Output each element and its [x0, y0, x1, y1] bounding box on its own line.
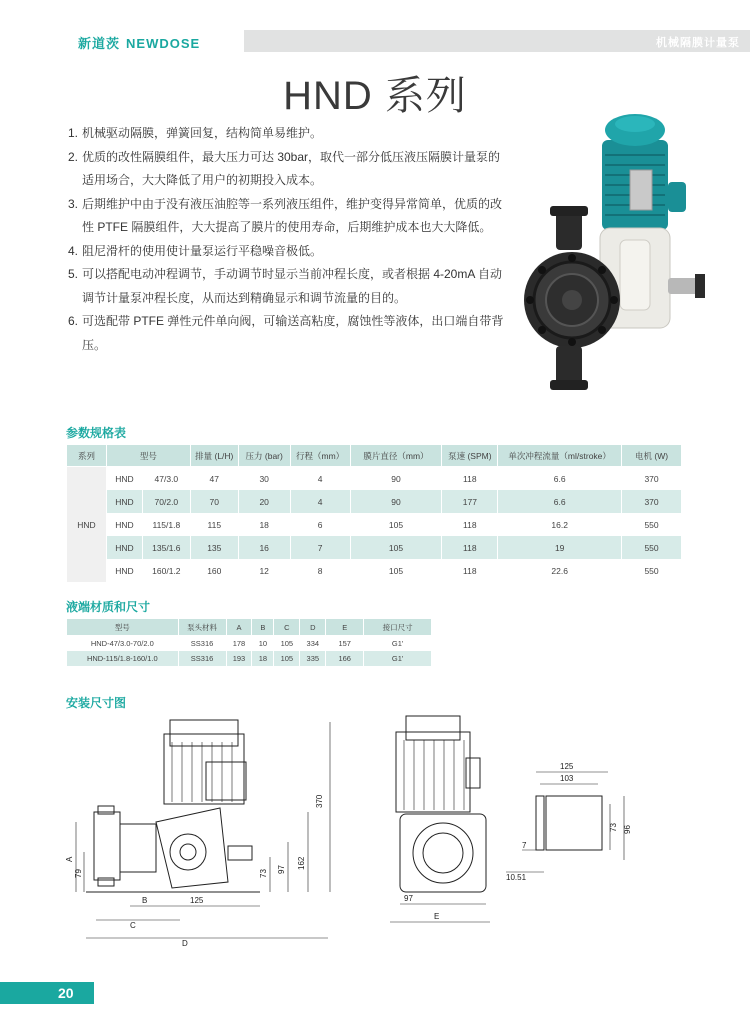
stroke-cell: 8 — [290, 559, 350, 582]
speed-cell: 177 — [442, 490, 498, 513]
gear-circle — [170, 834, 206, 870]
dim-370: 370 — [315, 794, 324, 808]
table-row — [67, 651, 432, 666]
dim-c: C — [130, 921, 136, 930]
stroke-cell: 4 — [290, 467, 350, 491]
feature-text: 优质的改性隔膜组件，最大压力可达 30bar，取代一部分低压液压隔膜计量泵的适用场合，大大降低了用户的初期投入成本。 — [82, 149, 501, 187]
dim-base-1051: 10.51 — [506, 873, 527, 882]
dim-e: E — [434, 912, 440, 921]
dim-b: B — [142, 896, 148, 905]
feature-item — [68, 240, 508, 264]
pump-photo — [510, 110, 720, 400]
dim-header-cell: C — [274, 619, 300, 636]
model-cell: 115/1.8 — [142, 513, 190, 536]
model-cell: 47/3.0 — [142, 467, 190, 491]
page-number-tab — [0, 982, 94, 1004]
d-cell: 335 — [300, 651, 326, 666]
feature-item — [68, 263, 508, 310]
dim-79: 79 — [74, 869, 83, 878]
e-cell: 157 — [326, 636, 364, 652]
dim-header-cell: A — [226, 619, 252, 636]
spec-table — [66, 444, 682, 582]
spec-header-cell: 单次冲程流量（ml/stroke） — [498, 445, 622, 467]
feature-text: 阻尼滑杆的使用使计量泵运行平稳噪音极低。 — [82, 243, 323, 258]
stroke-cell: 7 — [290, 536, 350, 559]
flow-cell: 115 — [190, 513, 238, 536]
speed-cell: 118 — [442, 467, 498, 491]
per-stroke-cell: 22.6 — [498, 559, 622, 582]
spec-header-cell: 行程（mm） — [290, 445, 350, 467]
stroke-cell: 6 — [290, 513, 350, 536]
dim-table — [66, 618, 432, 666]
dim-125: 125 — [190, 896, 204, 905]
feature-number: 6. — [68, 314, 79, 328]
front-head-inner — [423, 833, 463, 873]
e-cell: 166 — [326, 651, 364, 666]
dim-header-cell: E — [326, 619, 364, 636]
inlet-valve — [98, 878, 114, 886]
flow-cell: 160 — [190, 559, 238, 582]
model-prefix-cell: HND — [106, 467, 142, 491]
table-row — [67, 559, 682, 582]
dim-header-cell: 泵头材料 — [178, 619, 226, 636]
port-cell: G1' — [364, 651, 432, 666]
feature-text: 可以搭配电动冲程调节，手动调节时显示当前冲程长度，或者根据 4-20mA 自动调节计量泵冲程长度，从而达到精确显示和调节流量的目的。 — [82, 267, 503, 305]
material-cell: SS316 — [178, 636, 226, 652]
flow-cell: 47 — [190, 467, 238, 491]
base-plate-outline — [546, 796, 602, 850]
model-cell: HND-47/3.0-70/2.0 — [67, 636, 179, 652]
model-cell: 70/2.0 — [142, 490, 190, 513]
motor-cell: 550 — [622, 513, 682, 536]
stroke-cell: 4 — [290, 490, 350, 513]
per-stroke-cell: 16.2 — [498, 513, 622, 536]
a-cell: 178 — [226, 636, 252, 652]
table-row — [67, 536, 682, 559]
front-motor-top — [406, 716, 460, 740]
pump-head-outline — [94, 812, 120, 880]
table-row — [67, 490, 682, 513]
motor-cell: 550 — [622, 536, 682, 559]
feature-list — [68, 122, 508, 357]
front-terminal — [466, 758, 480, 788]
b-cell: 18 — [252, 651, 274, 666]
spec-header-cell: 电机 (W) — [622, 445, 682, 467]
spec-header-cell: 压力 (bar) — [238, 445, 290, 467]
base-plate-side — [536, 796, 544, 850]
motor-cell: 370 — [622, 467, 682, 491]
category-label: 机械隔膜计量泵 — [656, 37, 740, 49]
spec-header-cell: 排量 (L/H) — [190, 445, 238, 467]
dim-base-125: 125 — [560, 762, 574, 771]
dim-base-73: 73 — [609, 823, 618, 832]
stroke-adjuster — [228, 846, 252, 860]
dim-162: 162 — [297, 856, 306, 870]
diaphragm-cell: 105 — [350, 559, 442, 582]
dim-base-103: 103 — [560, 774, 574, 783]
page-title: HND 系列 — [283, 74, 467, 118]
feature-number: 5. — [68, 267, 79, 281]
model-cell: 160/1.2 — [142, 559, 190, 582]
port-cell: G1' — [364, 636, 432, 652]
gearbox-outline — [156, 808, 228, 888]
dim-header-cell: D — [300, 619, 326, 636]
gear-hub — [180, 844, 196, 860]
dim-header-row — [67, 619, 432, 636]
speed-cell: 118 — [442, 536, 498, 559]
feature-number: 4. — [68, 243, 79, 258]
d-cell: 334 — [300, 636, 326, 652]
motor-top-outline — [170, 720, 238, 746]
pressure-cell: 30 — [238, 467, 290, 491]
table-row — [67, 513, 682, 536]
feature-item — [68, 146, 508, 193]
flow-cell: 135 — [190, 536, 238, 559]
per-stroke-cell: 6.6 — [498, 467, 622, 491]
motor-cell: 550 — [622, 559, 682, 582]
install-title: 安装尺寸图 — [66, 696, 127, 710]
feature-number: 3. — [68, 196, 79, 211]
diaphragm-cell: 105 — [350, 536, 442, 559]
a-cell: 193 — [226, 651, 252, 666]
dim-header-cell: B — [252, 619, 274, 636]
pump-flange — [120, 824, 156, 872]
page-number: 20 — [58, 985, 74, 1001]
brand-name-en: NEWDOSE — [126, 36, 201, 51]
model-cell: 135/1.6 — [142, 536, 190, 559]
model-prefix-cell: HND — [106, 559, 142, 582]
dim-front-97: 97 — [404, 894, 413, 903]
table-row — [67, 467, 682, 491]
dim-header-cell: 型号 — [67, 619, 179, 636]
per-stroke-cell: 19 — [498, 536, 622, 559]
spec-header-cell: 膜片直径（mm） — [350, 445, 442, 467]
feature-item — [68, 310, 508, 357]
pressure-cell: 12 — [238, 559, 290, 582]
feature-number: 1. — [68, 126, 79, 140]
per-stroke-cell: 6.6 — [498, 490, 622, 513]
diaphragm-cell: 90 — [350, 467, 442, 491]
spec-table-title: 参数规格表 — [66, 426, 127, 440]
table-row — [67, 636, 432, 652]
dim-a: A — [65, 856, 74, 862]
material-cell: SS316 — [178, 651, 226, 666]
install-drawing — [60, 712, 670, 952]
model-cell: HND-115/1.8-160/1.0 — [67, 651, 179, 666]
feature-number: 2. — [68, 149, 79, 164]
dim-base-96: 96 — [623, 825, 632, 834]
outlet-valve — [98, 806, 114, 814]
model-prefix-cell: HND — [106, 490, 142, 513]
motor-cell: 370 — [622, 490, 682, 513]
diaphragm-cell: 90 — [350, 490, 442, 513]
pressure-cell: 20 — [238, 490, 290, 513]
pressure-cell: 18 — [238, 513, 290, 536]
brand-name-zh: 新道茨 — [78, 36, 121, 51]
feature-text: 机械驱动隔膜，弹簧回复，结构简单易维护。 — [82, 126, 323, 140]
dim-d: D — [182, 939, 188, 948]
spec-header-cell: 系列 — [67, 445, 107, 467]
feature-item — [68, 193, 508, 240]
c-cell: 105 — [274, 651, 300, 666]
spec-header-cell: 泵速 (SPM) — [442, 445, 498, 467]
b-cell: 10 — [252, 636, 274, 652]
feature-item — [68, 122, 508, 146]
brand-logo — [78, 33, 200, 52]
diaphragm-cell: 105 — [350, 513, 442, 536]
feature-text: 后期维护中由于没有液压油腔等一系列液压组件，维护变得异常简单，优质的改性 PTFE 隔膜组件，大大提高了膜片的使用寿命，后期维护成本也大大降低。 — [82, 196, 503, 234]
dim-base-7: 7 — [522, 841, 527, 850]
model-prefix-cell: HND — [106, 513, 142, 536]
dim-header-cell: 接口尺寸 — [364, 619, 432, 636]
spec-header-cell: 型号 — [106, 445, 190, 467]
speed-cell: 118 — [442, 559, 498, 582]
front-motor-body — [396, 732, 470, 812]
series-cell: HND — [67, 467, 107, 583]
flow-cell: 70 — [190, 490, 238, 513]
spec-header-row — [67, 445, 682, 467]
feature-text: 可选配带 PTFE 弹性元件单向阀，可输送高粘度，腐蚀性等液体，出口端自带背压。 — [82, 314, 504, 352]
c-cell: 105 — [274, 636, 300, 652]
dim-97: 97 — [277, 865, 286, 874]
pressure-cell: 16 — [238, 536, 290, 559]
dim-table-title: 液端材质和尺寸 — [66, 600, 151, 614]
speed-cell: 118 — [442, 513, 498, 536]
dim-73: 73 — [259, 869, 268, 878]
model-prefix-cell: HND — [106, 536, 142, 559]
front-head-circle — [413, 823, 473, 883]
